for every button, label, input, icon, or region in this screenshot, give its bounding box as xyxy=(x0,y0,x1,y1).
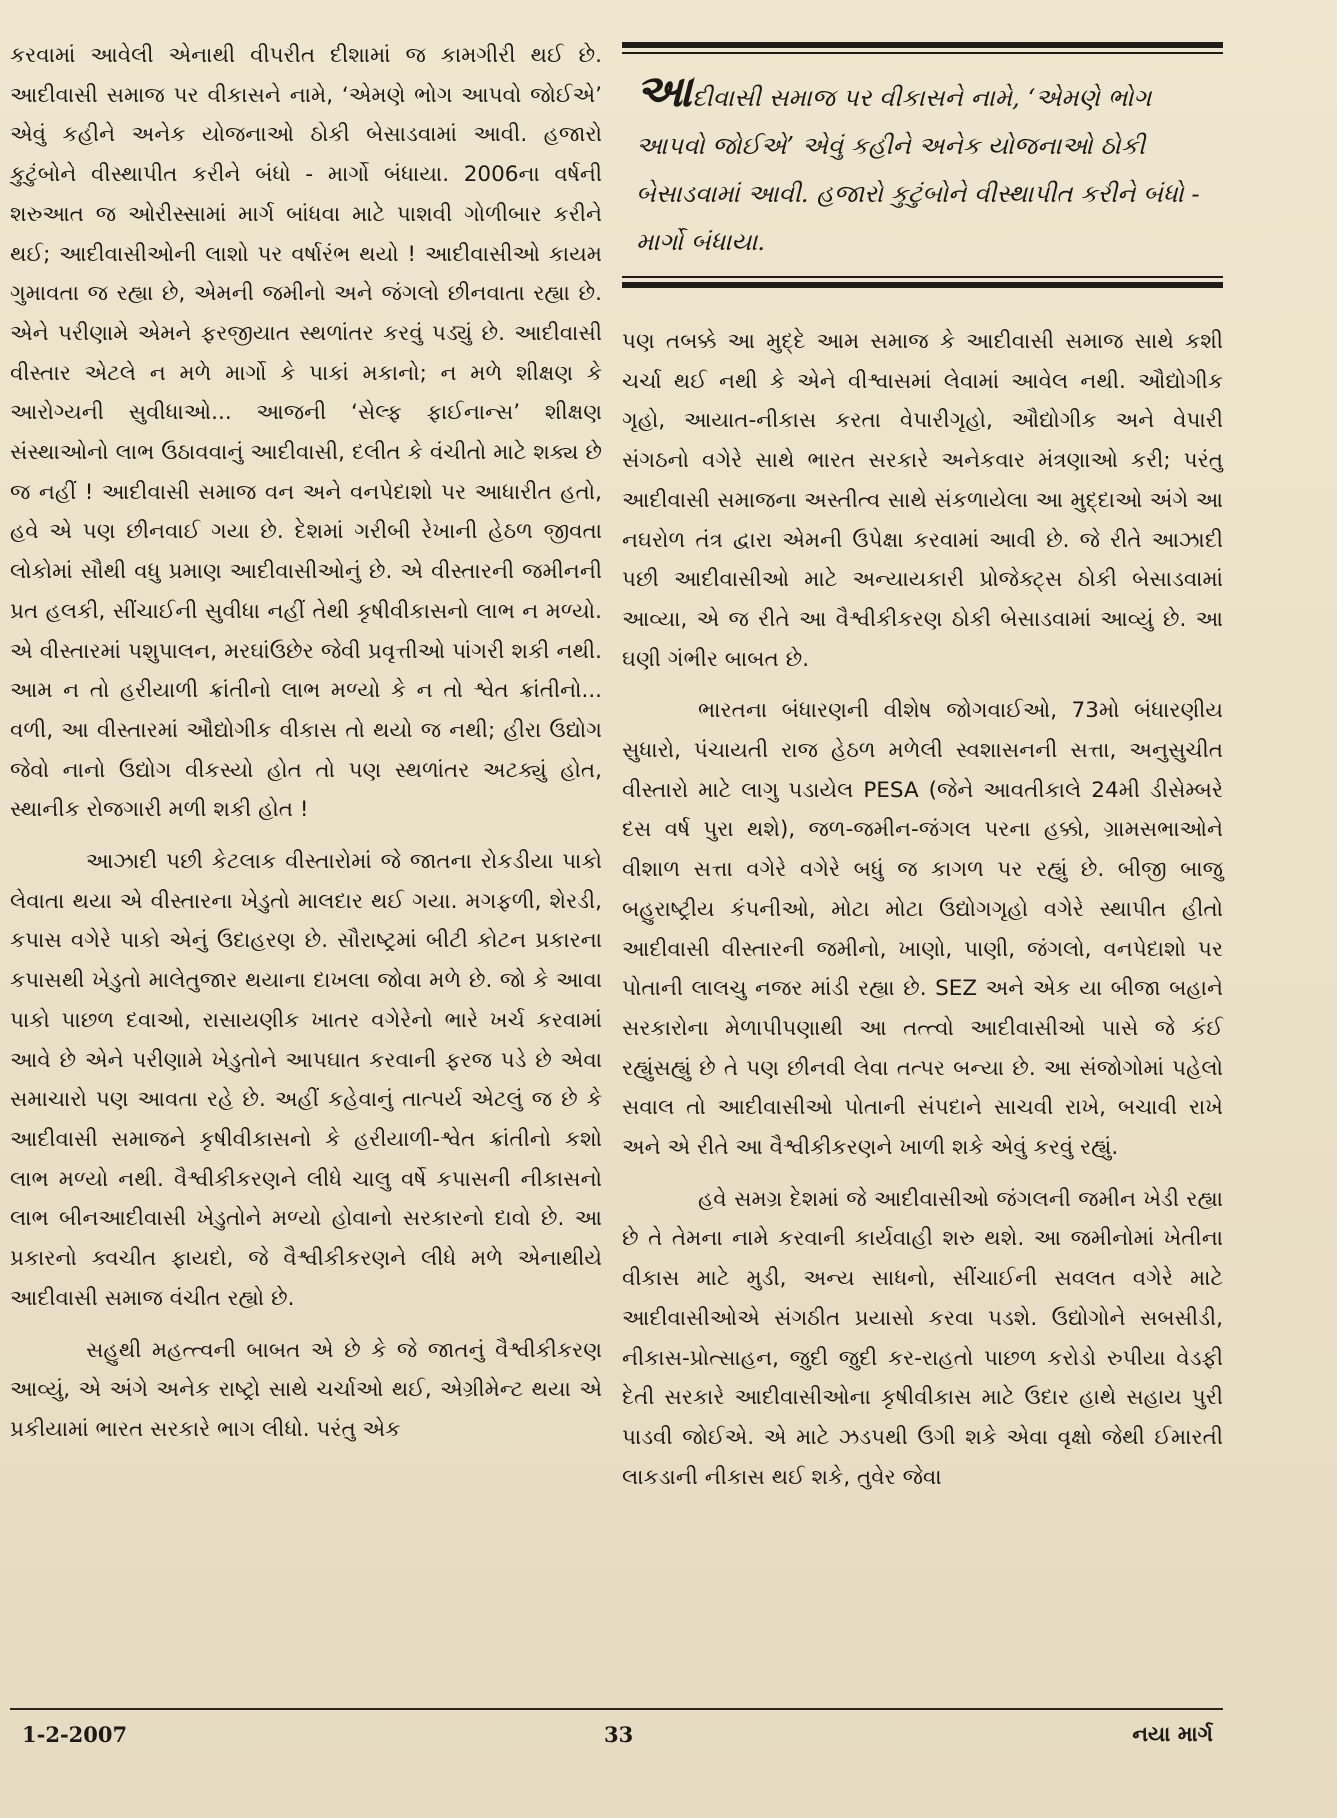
left-column xyxy=(10,36,602,1450)
footer-date: 1-2-2007 xyxy=(22,1722,128,1747)
pull-quote-top-rule xyxy=(622,42,1223,48)
footer-rule xyxy=(10,1708,1223,1710)
pull-quote-text xyxy=(622,54,1223,276)
right-paragraph-1: પણ તબક્કે આ મુદ્દે આમ સમાજ કે આદીવાસી સમાજ સાથે કશી ચર્ચા થઈ નથી કે એને વીશ્વાસમાં લેવામાં આવેલ નથી. ઔદ્યોગીક ગૃહો, આયાત-નીકાસ કરતા વેપારીગૃહો, ઔદ્યોગીક અને વેપારી સંગઠનો વગેરે સાથે ભારત સરકારે અનેકવાર મંત્રણાઓ કરી; પરંતુ આદીવાસી સમાજના અસ્તીત્વ સાથે સંકળાયેલા આ મુદ્દાઓ અંગે આ નઘરોળ તંત્ર દ્વારા એમની ઉપેક્ષા કરવામાં આવી છે. જે રીતે આઝાદી પછી આદીવાસીઓ માટે અન્યાયકારી પ્રોજેક્ટ્સ ઠોકી બેસાડવામાં આવ્યા, એ જ રીતે આ વૈશ્વીકીકરણ ઠોકી બેસાડવામાં આવ્યું છે. આ ઘણી ગંભીર બાબત છે. xyxy=(622,329,1223,672)
pull-quote-dropcap: આ xyxy=(636,66,692,117)
pull-quote-bottom-rule xyxy=(622,282,1223,288)
pull-quote xyxy=(622,36,1223,306)
footer-page-number: 33 xyxy=(604,1722,634,1747)
pull-quote-body: દીવાસી સમાજ પર વીકાસને નામે, ‘એમણે ભોગ આપવો જોઈએ’ એવું કહીને અનેક યોજનાઓ ઠોકી બેસાડવામાં આવી. હજારો કુટુંબોને વીસ્થાપીત કરીને બંધો - માર્ગો બંધાયા. xyxy=(636,83,1200,256)
right-column xyxy=(622,36,1223,1497)
left-paragraph-1: કરવામાં આવેલી એનાથી વીપરીત દીશામાં જ કામગીરી થઈ છે. આદીવાસી સમાજ પર વીકાસને નામે, ‘એમણે ભોગ આપવો જોઈએ’ એવું કહીને અનેક યોજનાઓ ઠોકી બેસાડવામાં આવી. હજારો કુટુંબોને વીસ્થાપીત કરીને બંધો - માર્ગો બંધાયા. 2006ના વર્ષની શરુઆત જ ઓરીસ્સામાં માર્ગ બાંધવા માટે પાશવી ગોળીબાર કરીને થઈ; આદીવાસીઓની લાશો પર વર્ષારંભ થયો ! આદીવાસીઓ કાયમ ગુમાવતા જ રહ્યા છે, એમની જમીનો અને જંગલો છીનવાતા રહ્યા છે. એને પરીણામે એમને ફરજીયાત સ્થળાંતર કરવું પડ્યું છે. આદીવાસી વીસ્તાર એટલે ન મળે માર્ગો કે પાકાં મકાનો; ન મળે શીક્ષણ કે આરોગ્યની સુવીધાઓ... આજની ‘સેલ્ફ ફાઈનાન્સ’ શીક્ષણ સંસ્થાઓનો લાભ ઉઠાવવાનું આદીવાસી, દલીત કે વંચીતો માટે શક્ય છે જ નહીં ! આદીવાસી સમાજ વન અને વનપેદાશો પર આધારીત હતો, હવે એ પણ છીનવાઈ ગયા છે. દેશમાં ગરીબી રેખાની હેઠળ જીવતા લોકોમાં સૌથી વધુ પ્રમાણ આદીવાસીઓનું છે. એ વીસ્તારની જમીનની પ્રત હલકી, સીંચાઈની સુવીધા નહીં તેથી કૃષીવીકાસનો લાભ ન મળ્યો. એ વીસ્તારમાં પશુપાલન, મરઘાંઉછેર જેવી પ્રવૃત્તીઓ પાંગરી શકી નથી. આમ ન તો હરીયાળી ક્રાંતીનો લાભ મળ્યો કે ન તો શ્વેત ક્રાંતીનો... વળી, આ વીસ્તારમાં ઔદ્યોગીક વીકાસ તો થયો જ નથી; હીરા ઉદ્યોગ જેવો નાનો ઉદ્યોગ વીકસ્યો હોત તો પણ સ્થળાંતર અટક્યું હોત, સ્થાનીક રોજગારી મળી શકી હોત ! xyxy=(10,43,602,823)
left-paragraph-3: સહુથી મહત્ત્વની બાબત એ છે કે જે જાતનું વૈશ્વીકીકરણ આવ્યું, એ અંગે અનેક રાષ્ટ્રો સાથે ચર્ચાઓ થઈ, એગ્રીમેન્ટ થયા એ પ્રકીયામાં ભારત સરકારે ભાગ લીધો. પરંતુ એક xyxy=(10,1337,602,1442)
pull-quote-bottom-thin-rule xyxy=(622,276,1223,278)
right-paragraph-2: ભારતના બંધારણની વીશેષ જોગવાઈઓ, 73મો બંધારણીય સુધારો, પંચાયતી રાજ હેઠળ મળેલી સ્વશાસનની સત્તા, અનુસુચીત વીસ્તારો માટે લાગુ પડાયેલ PESA (જેને આવતીકાલે 24મી ડીસેમ્બરે દસ વર્ષ પુરા થશે), જળ-જમીન-જંગલ પરના હક્કો, ગ્રામસભાઓને વીશાળ સત્તા વગેરે વગેરે બધું જ કાગળ પર રહ્યું છે. બીજી બાજુ બહુરાષ્ટ્રીય કંપનીઓ, મોટા મોટા ઉદ્યોગગૃહો વગેરે સ્થાપીત હીતો આદીવાસી વીસ્તારની જમીનો, ખાણો, પાણી, જંગલો, વનપેદાશો પર પોતાની લાલચુ નજર માંડી રહ્યા છે. SEZ અને એક યા બીજા બહાને સરકારોના મેળાપીપણાથી આ તત્ત્વો આદીવાસીઓ પાસે જે કંઈ રહ્યુંસહ્યું છે તે પણ છીનવી લેવા તત્પર બન્યા છે. આ સંજોગોમાં પહેલો સવાલ તો આદીવાસીઓ પોતાની સંપદાને સાચવી રાખે, બચાવી રાખે અને એ રીતે આ વૈશ્વીકીકરણને ખાળી શકે એવું કરવું રહ્યું. xyxy=(622,698,1223,1161)
right-paragraph-3: હવે સમગ્ર દેશમાં જે આદીવાસીઓ જંગલની જમીન ખેડી રહ્યા છે તે તેમના નામે કરવાની કાર્યવાહી શરુ થશે. આ જમીનોમાં ખેતીના વીકાસ માટે મુડી, અન્ય સાધનો, સીંચાઈની સવલત વગેરે માટે આદીવાસીઓએ સંગઠીત પ્રયાસો કરવા પડશે. ઉદ્યોગોને સબસીડી, નીકાસ-પ્રોત્સાહન, જુદી જુદી કર-રાહતો પાછળ કરોડો રુપીયા વેડફી દેતી સરકારે આદીવાસીઓના કૃષીવીકાસ માટે ઉદાર હાથે સહાય પુરી પાડવી જોઈએ. એ માટે ઝડપથી ઉગી શકે એવા વૃક્ષો જેથી ઈમારતી લાકડાની નીકાસ થઈ શકે, તુવેર જેવા xyxy=(622,1186,1223,1490)
left-paragraph-2: આઝાદી પછી કેટલાક વીસ્તારોમાં જે જાતના રોકડીયા પાકો લેવાતા થયા એ વીસ્તારના ખેડુતો માલદાર થઈ ગયા. મગફળી, શેરડી, કપાસ વગેરે પાકો એનું ઉદાહરણ છે. સૌરાષ્ટ્રમાં બીટી કોટન પ્રકારના કપાસથી ખેડુતો માલેતુજાર થયાના દાખલા જોવા મળે છે. જો કે આવા પાકો પાછળ દવાઓ, રાસાયણીક ખાતર વગેરેનો ભારે ખર્ચ કરવામાં આવે છે એને પરીણામે ખેડુતોને આપઘાત કરવાની ફરજ પડે છે એવા સમાચારો પણ આવતા રહે છે. અહીં કહેવાનું તાત્પર્ય એટલું જ છે કે આદીવાસી સમાજને કૃષીવીકાસનો કે હરીયાળી-શ્વેત ક્રાંતીનો કશો લાભ મળ્યો નથી. વૈશ્વીકીકરણને લીધે ચાલુ વર્ષે કપાસની નીકાસનો લાભ બીનઆદીવાસી ખેડુતોને મળ્યો હોવાનો સરકારનો દાવો છે. આ પ્રકારનો ક્વચીત ફાયદો, જે વૈશ્વીકીકરણને લીધે મળે એનાથીયે આદીવાસી સમાજ વંચીત રહ્યો છે. xyxy=(10,849,602,1311)
footer-magazine-name: નયા માર્ગ xyxy=(1132,1722,1213,1746)
